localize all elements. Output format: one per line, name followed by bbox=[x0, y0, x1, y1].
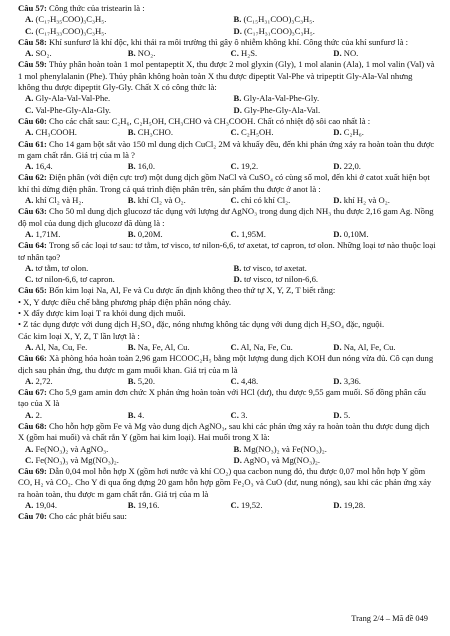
question-stem bbox=[18, 240, 436, 263]
option-text: 3,36. bbox=[343, 375, 361, 386]
option-text: 16,0. bbox=[137, 161, 155, 172]
option-text: Gly-Phe-Gly-Ala-Val. bbox=[244, 104, 321, 115]
option-text: tơ tằm, tơ olon. bbox=[35, 262, 89, 273]
answer-option bbox=[25, 274, 228, 285]
option-letter: B. bbox=[127, 161, 136, 172]
option-text: khí H₂ và O₂. bbox=[343, 195, 390, 206]
answer-option bbox=[128, 161, 231, 172]
question-stem bbox=[18, 466, 436, 500]
option-text: Al, Na, Fe, Cu. bbox=[240, 341, 293, 352]
option-text: 4,48. bbox=[241, 375, 259, 386]
option-letter: A. bbox=[25, 93, 34, 104]
option-text: Fe(NO₃)₂ và AgNO₃. bbox=[35, 443, 109, 454]
answer-option bbox=[25, 93, 228, 104]
option-text: tơ visco, tơ axetat. bbox=[243, 262, 307, 273]
option-text: tơ nilon-6,6, tơ capron. bbox=[35, 274, 115, 285]
question-number: Câu 60: bbox=[18, 115, 47, 126]
answer-option bbox=[333, 410, 436, 421]
option-text: (C₁₇H₃₁COO)₃C₃H₅. bbox=[244, 25, 315, 36]
question-text: Xà phòng hóa hoàn toàn 2,96 gam HCOOC₂H₅ bằng một lượng dung dịch KOH đun nóng vừa đủ. Cô cạn dung dịch sau phản ứng, thu được m gam muối khan. Giá trị của m là bbox=[18, 353, 434, 375]
option-letter: D. bbox=[233, 104, 242, 115]
question bbox=[18, 59, 436, 115]
answer-option bbox=[25, 444, 228, 455]
option-letter: C. bbox=[230, 127, 239, 138]
question-number: Câu 70: bbox=[18, 511, 47, 522]
question bbox=[18, 353, 436, 387]
option-letter: B. bbox=[127, 409, 136, 420]
option-text: 22,0. bbox=[343, 161, 361, 172]
option-letter: A. bbox=[25, 48, 34, 59]
option-text: 19,52. bbox=[241, 500, 263, 511]
answer-option bbox=[231, 195, 334, 206]
option-letter: D. bbox=[333, 341, 342, 352]
answer-options bbox=[18, 229, 436, 240]
option-text: 16,4. bbox=[35, 161, 53, 172]
option-text: NO₂. bbox=[137, 48, 156, 59]
answer-options bbox=[18, 93, 436, 116]
option-text: 0,10M. bbox=[343, 228, 369, 239]
option-text: khí Cl₂ và O₂. bbox=[137, 195, 186, 206]
option-text: Na, Fe, Al, Cu. bbox=[137, 341, 190, 352]
question-stem bbox=[18, 37, 436, 48]
option-letter: A. bbox=[25, 195, 34, 206]
question-text: Điện phân (với điện cực trơ) một dung dịch gồm NaCl và CuSO₄ có cùng số mol, đến khi ở catot xuất hiện bọt khí thì dừng điện phân. Trong cả quá trình điện phân trên, sản phẩm thu được ở anot là : bbox=[18, 172, 430, 194]
question-number: Câu 64: bbox=[18, 240, 47, 251]
option-letter: B. bbox=[127, 195, 136, 206]
answer-option bbox=[25, 263, 228, 274]
option-text: 1,95M. bbox=[241, 228, 266, 239]
option-text: tơ visco, tơ nilon-6,6. bbox=[244, 274, 319, 285]
answer-options bbox=[18, 410, 436, 421]
option-letter: C. bbox=[230, 375, 239, 386]
question-text: Cho các chất sau: C₂H₆, C₂H₅OH, CH₃CHO và CH₃COOH. Chất có nhiệt độ sôi cao nhất là : bbox=[49, 115, 371, 126]
answer-option bbox=[333, 229, 436, 240]
answer-options bbox=[18, 263, 436, 286]
question bbox=[18, 387, 436, 421]
option-text: 4. bbox=[137, 409, 145, 420]
option-letter: D. bbox=[233, 274, 242, 285]
answer-option bbox=[128, 195, 231, 206]
question-number: Câu 68: bbox=[18, 420, 47, 431]
answer-options bbox=[18, 48, 436, 59]
option-letter: B. bbox=[233, 93, 242, 104]
question bbox=[18, 116, 436, 139]
option-text: AgNO₃ và Mg(NO₃)₂. bbox=[243, 454, 321, 465]
question-stem bbox=[18, 387, 436, 410]
answer-option bbox=[333, 195, 436, 206]
option-text: (C₁₇H₃₃COO)₃C₃H₅. bbox=[35, 25, 107, 36]
option-letter: A. bbox=[25, 228, 34, 239]
answer-option bbox=[128, 229, 231, 240]
option-text: C₂H₅OH. bbox=[241, 127, 274, 138]
answer-option bbox=[25, 376, 128, 387]
answer-option bbox=[25, 127, 128, 138]
answer-option bbox=[333, 127, 436, 138]
answer-option bbox=[231, 229, 334, 240]
question-number: Câu 61: bbox=[18, 138, 47, 149]
answer-options bbox=[18, 376, 436, 387]
option-text: Al, Na, Cu, Fe. bbox=[35, 341, 88, 352]
option-letter: D. bbox=[333, 48, 342, 59]
option-letter: B. bbox=[127, 375, 136, 386]
answer-option bbox=[234, 26, 437, 37]
question-text: Cho 14 gam bột sắt vào 150 ml dung dịch CuCl₂ 2M và khuấy đều, đến khi phản ứng xảy ra hoàn toàn thu được m gam chất rắn. Giá trị của m là ? bbox=[18, 138, 435, 160]
option-text: 5,20. bbox=[137, 375, 155, 386]
option-letter: A. bbox=[25, 443, 34, 454]
answer-option bbox=[333, 342, 436, 353]
option-text: CH₃COOH. bbox=[35, 127, 77, 138]
option-text: 5. bbox=[343, 409, 351, 420]
option-text: Gly-Ala-Val-Val-Phe. bbox=[35, 93, 111, 104]
page-footer: Trang 2/4 – Mã đề 049 bbox=[351, 614, 428, 623]
question-stem bbox=[18, 116, 436, 127]
answer-option bbox=[333, 48, 436, 59]
option-text: Na, Al, Fe, Cu. bbox=[343, 341, 396, 352]
question bbox=[18, 172, 436, 206]
option-text: khí Cl₂ và H₂. bbox=[35, 195, 84, 206]
answer-option bbox=[25, 342, 128, 353]
option-text: Mg(NO₃)₂ và Fe(NO₃)₂. bbox=[243, 443, 327, 454]
option-text: 19,16. bbox=[137, 500, 160, 511]
option-text: 2,72. bbox=[35, 375, 53, 386]
question-text: Cho các phát biểu sau: bbox=[49, 511, 127, 522]
question-condition: • X đẩy được kim loại T ra khỏi dung dịch muối. bbox=[18, 308, 186, 319]
question-condition: • Z tác dụng được với dung dịch H₂SO₄ đặc, nóng nhưng không tác dụng với dung dịch H₂SO₄ đặc, nguội. bbox=[18, 319, 385, 330]
option-letter: D. bbox=[333, 127, 342, 138]
question bbox=[18, 206, 436, 240]
answer-option bbox=[333, 376, 436, 387]
answer-option bbox=[25, 455, 228, 466]
option-letter: D. bbox=[333, 228, 342, 239]
answer-options bbox=[18, 14, 436, 37]
option-letter: A. bbox=[25, 127, 34, 138]
answer-option bbox=[128, 500, 231, 511]
option-letter: A. bbox=[25, 341, 34, 352]
question-text: Dẫn 0,04 mol hỗn hợp X (gồm hơi nước và khí CO₂) qua cacbon nung đỏ, thu được 0,07 mol hỗn hợp Y gồm CO, H₂ và CO₂. Cho Y đi qua ống đựng 20 gam hỗn hợp gồm Fe₂O₃ và CuO (dư, nung nóng), sau khi các phản ứng xảy ra hoàn toàn, thu được m gam chất rắn. Giá trị của m là bbox=[18, 466, 432, 499]
answer-option bbox=[231, 500, 334, 511]
question-stem bbox=[18, 421, 436, 444]
answer-option bbox=[25, 410, 128, 421]
question-condition: Các kim loại X, Y, Z, T lần lượt là : bbox=[18, 330, 140, 341]
question bbox=[18, 511, 436, 522]
option-text: 1,71M. bbox=[35, 228, 61, 239]
option-text: chỉ có khí Cl₂. bbox=[241, 195, 291, 206]
question-number: Câu 66: bbox=[18, 353, 47, 364]
option-text: (C₁₇H₃₅COO)₃C₃H₅. bbox=[35, 14, 107, 25]
answer-option bbox=[333, 161, 436, 172]
answer-options bbox=[18, 127, 436, 138]
question-number: Câu 65: bbox=[18, 285, 47, 296]
question-text: Cho hỗn hợp gồm Fe và Mg vào dung dịch AgNO₃, sau khi các phản ứng xảy ra hoàn toàn thu được dung dịch X (gồm hai muối) và chất rắn Y (gồm hai kim loại). Hai muối trong X là: bbox=[18, 420, 430, 443]
option-letter: C. bbox=[230, 48, 239, 59]
answer-option bbox=[234, 93, 437, 104]
question-text: Cho 50 ml dung dịch glucozơ tác dụng với lượng dư AgNO₃ trong dung dịch NH₃ thu được 2,16 gam Ag. Nồng độ mol của dung dịch glucozơ đã dùng là : bbox=[18, 206, 434, 228]
option-text: 19,28. bbox=[343, 500, 366, 511]
answer-option bbox=[234, 105, 437, 116]
question-stem bbox=[18, 59, 436, 93]
option-text: 3. bbox=[241, 409, 248, 420]
answer-options bbox=[18, 161, 436, 172]
option-text: SO₂. bbox=[35, 48, 52, 59]
option-letter: C. bbox=[230, 409, 239, 420]
option-letter: D. bbox=[333, 409, 342, 420]
question-text: Trong số các loại tơ sau: tơ tằm, tơ visco, tơ nilon-6,6, tơ axetat, tơ capron, tơ olon. Những loại tơ nào thuộc loại tơ nhân tạo? bbox=[18, 240, 436, 262]
option-letter: B. bbox=[233, 14, 242, 25]
option-text: 0,20M. bbox=[137, 228, 163, 239]
option-letter: B. bbox=[127, 500, 136, 511]
question-text: Khí sunfurơ là khí độc, khi thải ra môi trường thì gây ô nhiễm không khí. Công thức của khí sunfurơ là : bbox=[49, 36, 409, 47]
question bbox=[18, 285, 436, 353]
option-letter: C. bbox=[25, 454, 34, 465]
question bbox=[18, 240, 436, 285]
question-number: Câu 57: bbox=[18, 3, 47, 13]
option-text: NO. bbox=[343, 48, 359, 59]
option-text: C₂H₆. bbox=[343, 127, 364, 138]
option-letter: B. bbox=[127, 127, 136, 138]
question-stem bbox=[18, 139, 436, 162]
answer-options bbox=[18, 444, 436, 467]
answer-option bbox=[234, 274, 437, 285]
answer-option bbox=[128, 48, 231, 59]
question-text: Thủy phân hoàn toàn 1 mol pentapeptit X, thu được 2 mol glyxin (Gly), 1 mol alanin (Ala), 1 mol valin (Val) và 1 mol phenylalanin (Phe). Thủy phân không hoàn toàn X thu được đipeptit Val-Phe và tripeptit Gly-Ala-Val nhưng không thu được đipeptit Gly-Gly. Chất X có công thức là: bbox=[18, 59, 435, 93]
option-letter: C. bbox=[25, 274, 34, 285]
option-letter: B. bbox=[127, 48, 136, 59]
option-letter: C. bbox=[230, 500, 239, 511]
answer-option bbox=[25, 500, 128, 511]
answer-option bbox=[234, 263, 437, 274]
question-stem bbox=[18, 285, 436, 296]
answer-option bbox=[25, 14, 228, 25]
option-text: 19,04. bbox=[35, 500, 57, 511]
answer-option bbox=[231, 410, 334, 421]
answer-option bbox=[231, 127, 334, 138]
question bbox=[18, 466, 436, 511]
answer-option bbox=[234, 455, 437, 466]
option-letter: A. bbox=[25, 262, 34, 273]
question-number: Câu 63: bbox=[18, 206, 47, 217]
answer-option bbox=[25, 105, 228, 116]
question-text: Bốn kim loại Na, Al, Fe và Cu được ấn định không theo thứ tự X, Y, Z, T biết rằng: bbox=[49, 285, 336, 296]
option-text: 2. bbox=[35, 409, 42, 420]
question-number: Câu 58: bbox=[18, 36, 47, 47]
answer-option bbox=[25, 195, 128, 206]
option-letter: C. bbox=[25, 104, 34, 115]
question-number: Câu 67: bbox=[18, 387, 47, 398]
question-number: Câu 69: bbox=[18, 466, 47, 477]
answer-option bbox=[128, 127, 231, 138]
option-text: Fe(NO₃)₃ và Mg(NO₃)₂. bbox=[35, 454, 119, 465]
question-stem bbox=[18, 353, 436, 376]
answer-option bbox=[234, 444, 437, 455]
option-text: (C₁₅H₃₁COO)₃C₃H₅. bbox=[243, 14, 315, 25]
option-letter: A. bbox=[25, 375, 34, 386]
question bbox=[18, 3, 436, 37]
option-letter: D. bbox=[333, 375, 342, 386]
question-stem bbox=[18, 206, 436, 229]
answer-option bbox=[128, 376, 231, 387]
answer-options bbox=[18, 195, 436, 206]
option-text: Gly-Ala-Val-Phe-Gly. bbox=[243, 93, 320, 104]
option-letter: A. bbox=[25, 14, 34, 25]
answer-options bbox=[18, 342, 436, 353]
answer-option bbox=[128, 410, 231, 421]
question bbox=[18, 421, 436, 466]
option-text: 19,2. bbox=[241, 161, 259, 172]
option-text: H₂S. bbox=[241, 48, 258, 59]
answer-option bbox=[25, 161, 128, 172]
question-stem bbox=[18, 3, 436, 14]
option-letter: D. bbox=[333, 500, 342, 511]
option-letter: A. bbox=[25, 161, 34, 172]
question-text: Công thức của tristearin là : bbox=[49, 3, 145, 13]
option-letter: D. bbox=[333, 195, 342, 206]
question bbox=[18, 139, 436, 173]
answer-option bbox=[25, 26, 228, 37]
answer-option bbox=[25, 229, 128, 240]
option-letter: A. bbox=[25, 409, 34, 420]
option-text: CH₃CHO. bbox=[137, 127, 174, 138]
answer-option bbox=[231, 376, 334, 387]
option-letter: D. bbox=[233, 454, 242, 465]
option-letter: A. bbox=[25, 500, 34, 511]
question bbox=[18, 37, 436, 60]
option-letter: B. bbox=[233, 443, 242, 454]
option-letter: C. bbox=[230, 195, 239, 206]
option-text: Val-Phe-Gly-Ala-Gly. bbox=[35, 104, 111, 115]
question-stem bbox=[18, 172, 436, 195]
answer-option bbox=[234, 14, 437, 25]
question-number: Câu 59: bbox=[18, 59, 47, 70]
exam-page bbox=[18, 3, 436, 523]
answer-option bbox=[333, 500, 436, 511]
answer-option bbox=[231, 342, 334, 353]
answer-option bbox=[25, 48, 128, 59]
answer-options bbox=[18, 500, 436, 511]
option-letter: D. bbox=[333, 161, 342, 172]
option-letter: B. bbox=[127, 228, 136, 239]
question-stem bbox=[18, 511, 436, 522]
option-letter: B. bbox=[127, 341, 136, 352]
answer-option bbox=[231, 48, 334, 59]
option-letter: C. bbox=[230, 228, 239, 239]
option-letter: C. bbox=[230, 161, 239, 172]
question-number: Câu 62: bbox=[18, 172, 47, 183]
option-letter: D. bbox=[233, 25, 242, 36]
question-text: Cho 5,9 gam amin đơn chức X phản ứng hoàn toàn với HCl (dư), thu được 9,55 gam muối. Số đồng phân cấu tạo của X là bbox=[18, 387, 426, 409]
answer-option bbox=[231, 161, 334, 172]
option-letter: C. bbox=[230, 341, 239, 352]
question-condition: • X, Y được điều chế bằng phương pháp điện phân nóng chảy. bbox=[18, 296, 232, 307]
answer-option bbox=[128, 342, 231, 353]
option-letter: C. bbox=[25, 25, 34, 36]
option-letter: B. bbox=[233, 262, 242, 273]
